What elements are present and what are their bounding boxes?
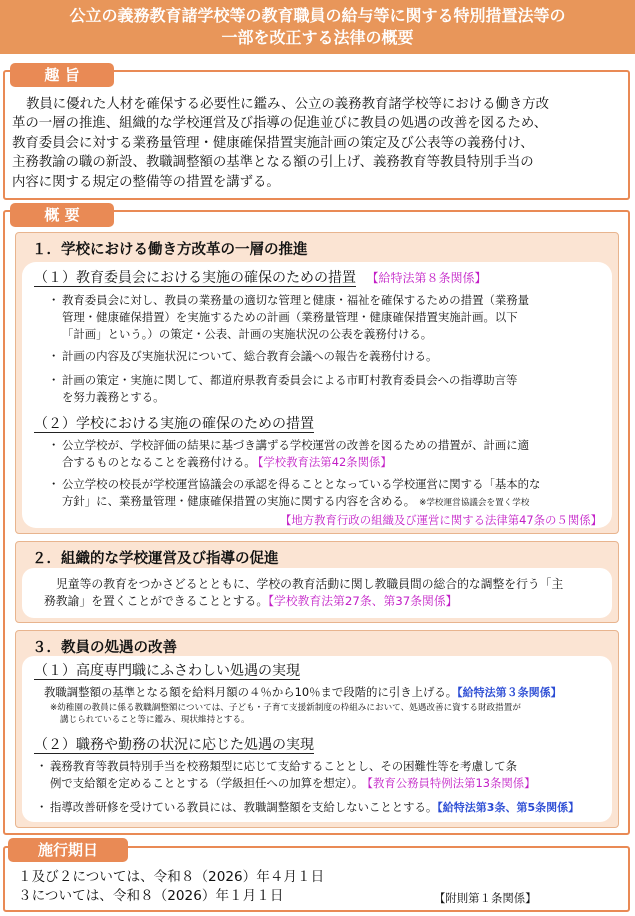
title-line-1: 公立の義務教育諸学校等の教育職員の給与等に関する特別措置法等の bbox=[69, 6, 566, 25]
bullet-line: 方針」に、業務量管理・健康確保措置の実施に関する内容を含める。 bbox=[62, 494, 416, 508]
sub2-bullet1-ref: 【学校教育法第42条関係】 bbox=[257, 455, 392, 469]
section1-sub1-title bbox=[34, 267, 486, 287]
section3-sub2-bullet1-ref: 【教育公務員特例法第13条関係】 bbox=[367, 776, 536, 790]
sub1-text-body: 教職調整額の基準となる額を給料月額の４％から10％まで段階的に引き上げる。 bbox=[44, 685, 458, 699]
effective-label: 施行期日 bbox=[8, 838, 128, 862]
bullet-line: 「計画」という。）の策定・公表、計画の実施状況の公表を義務付ける。 bbox=[62, 327, 433, 341]
effective-line-2: ３については、令和８（2026）年１月１日 bbox=[18, 888, 284, 904]
sub1-bullet-3: ・ 計画の策定・実施に関して、都道府県教育委員会による市町村教育委員会への指導助言等 を努力義務とする。 bbox=[62, 372, 602, 406]
section3-sub1-text bbox=[44, 684, 614, 701]
bullet-line: 教育委員会に対し、教員の業務量の適切な管理と健康・福祉を確保するための措置（業務量 bbox=[62, 293, 530, 307]
section3-title: ３．教員の処遇の改善 bbox=[32, 640, 177, 656]
section3-sub1-title bbox=[34, 660, 300, 680]
bullet-line: 公立学校が、学校評価の結果に基づき講ずる学校運営の改善を図るための措置が、計画に適 bbox=[62, 438, 530, 452]
section3-sub2-bullet-2: ・ 指導改善研修を受けている教員には、教職調整額を支給しないこととする。【給特法第3条、第5条関係】 bbox=[36, 800, 580, 814]
effective-line-1: １及び２については、令和８（2026）年４月１日 bbox=[18, 869, 325, 885]
sub2-bullet2-note: ※学校運営協議会を置く学校 bbox=[419, 498, 530, 508]
section2-line-wrap bbox=[44, 593, 604, 610]
purpose-label: 趣 旨 bbox=[10, 63, 114, 87]
note-line: 講じられていること等に鑑み、現状維持とする。 bbox=[60, 715, 250, 725]
section1-title: １．学校における働き方改革の一層の推進 bbox=[32, 242, 308, 258]
sub2-heading: （２）職務や勤務の状況に応じた処遇の実現 bbox=[34, 737, 314, 753]
section3-sub2-bullet-1: ・ 義務教育等教員特別手当を校務類型に応じて支給することとし、その困難性等を考慮して条 例で支給額を定めることとする（学級担任への加算を想定）。 【教育公務員特例法第13条関係】 bbox=[50, 758, 610, 792]
section3-sub2-bullet2-ref: 【給特法第3条、第5条関係】 bbox=[437, 801, 580, 814]
section1-sub2-title bbox=[34, 413, 314, 433]
bullet-line: 管理・健康確保措置）を実施するための計画（業務量管理・健康確保措置実施計画。以下 bbox=[62, 310, 518, 324]
bullet-line: 合するものとなることを義務付ける。 bbox=[62, 455, 256, 469]
bullet-line: 公立学校の校長が学校運営協議会の承認を得ることとなっている学校運営に関する「基本的な bbox=[62, 477, 541, 491]
sub1-heading: （１）高度専門職にふさわしい処遇の実現 bbox=[34, 663, 300, 679]
sub2-bullet-2: ・ 公立学校の校長が学校運営協議会の承認を得ることとなっている学校運営に関する「基本的な 方針」に、業務量管理・健康確保措置の実施に関する内容を含める。 ※学校運営協議会を置く学校 bbox=[62, 476, 607, 512]
purpose-line: 革の一層の推進、組織的な学校運営及び指導の促進並びに教員の処遇の改善を図るため、 bbox=[12, 116, 548, 132]
section2-line: 務教諭」を置くことができることとする。 bbox=[44, 594, 269, 608]
section2-ref: 【学校教育法第27条、第37条関係】 bbox=[268, 594, 458, 608]
sub1-bullet-1: ・ 教育委員会に対し、教員の業務量の適切な管理と健康・福祉を確保するための措置（業務量 管理・健康確保措置）を実施するための計画（業務量管理・健康確保措置実施計画。以下 「計画」という。）の策定・公表、計画の実施状況の公表を義務付ける。 bbox=[62, 292, 602, 343]
sub2-bullet-1: ・ 公立学校が、学校評価の結果に基づき講ずる学校運営の改善を図るための措置が、計画に適 合するものとなることを義務付ける。 【学校教育法第42条関係】 bbox=[62, 437, 602, 471]
document-title bbox=[0, 0, 635, 54]
purpose-line: 内容に関する規定の整備等の措置を講ずる。 bbox=[12, 174, 280, 190]
effective-ref: 【附則第１条関係】 bbox=[434, 891, 537, 905]
section2-line: 児童等の教育をつかさどるとともに、学校の教育活動に関し教職員間の総合的な調整を行う「主 bbox=[56, 577, 564, 591]
sub1-bullet-2: ・ 計画の内容及び実施状況について、総合教育会議への報告を義務付ける。 bbox=[62, 348, 602, 365]
bullet-line-wrap bbox=[62, 454, 602, 471]
note-line: ※幼稚園の教員に係る教職調整額については、子ども・子育て支援新制度の枠組みにおいて、処遇改善に資する財政措置が bbox=[50, 703, 521, 713]
section3-sub1-note bbox=[50, 702, 615, 726]
bullet-line: 義務教育等教員特別手当を校務類型に応じて支給することとし、その困難性等を考慮して条 bbox=[50, 759, 518, 773]
section2-title: ２．組織的な学校運営及び指導の促進 bbox=[32, 551, 279, 567]
sub1-heading: （１）教育委員会における実施の確保のための措置 bbox=[34, 270, 356, 286]
title-line-2: 一部を改正する法律の概要 bbox=[221, 28, 414, 47]
bullet-line-wrap bbox=[50, 775, 610, 792]
purpose-line: 教員に優れた人材を確保する必要性に鑑み、公立の義務教育諸学校等における働き方改 bbox=[26, 97, 550, 112]
section3-sub2-title bbox=[34, 734, 314, 754]
purpose-line: 教育委員会に対する業務量管理・健康確保措置実施計画の策定及び公表等の義務付け、 bbox=[12, 135, 534, 151]
section2-text bbox=[44, 576, 604, 610]
bullet-line: 例で支給額を定めることとする（学級担任への加算を想定）。 bbox=[50, 776, 364, 790]
bullet-line-wrap bbox=[62, 493, 607, 512]
bullet-line: 計画の策定・実施に関して、都道府県教育委員会による市町村教育委員会への指導助言等 bbox=[62, 373, 518, 387]
sub2-heading: （２）学校における実施の確保のための措置 bbox=[34, 416, 314, 432]
section3-sub1-ref: 【給特法第３条関係】 bbox=[457, 686, 562, 699]
bullet-line: を努力義務とする。 bbox=[62, 390, 165, 404]
bullet-line: 指導改善研修を受けている教員には、教職調整額を支給しないこととする。 bbox=[50, 800, 438, 814]
bullet-line: 計画の内容及び実施状況について、総合教育会議への報告を義務付ける。 bbox=[62, 349, 438, 363]
purpose-line: 主務教諭の職の新設、教職調整額の基準となる額の引上げ、義務教育等教員特別手当の bbox=[12, 155, 534, 171]
sub1-ref: 【給特法第８条関係】 bbox=[366, 271, 487, 285]
sub2-bullet2-ref: 【地方教育行政の組織及び運営に関する法律第47条の５関係】 bbox=[279, 513, 602, 527]
overview-label: 概 要 bbox=[10, 203, 114, 227]
purpose-text bbox=[12, 95, 624, 192]
